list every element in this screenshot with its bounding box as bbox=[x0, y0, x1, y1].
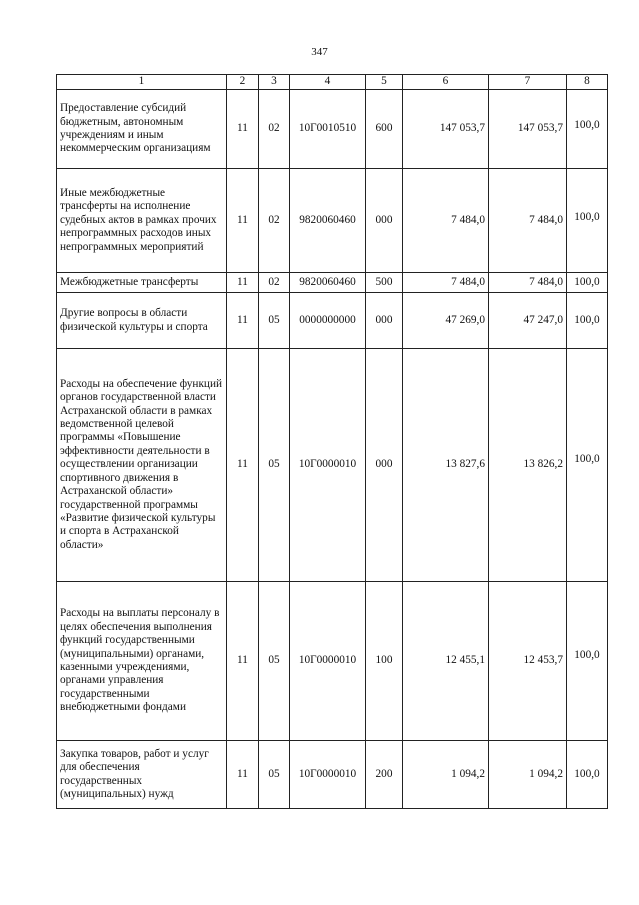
row-name: Расходы на выплаты персоналу в целях обеспечения выполнения функций государственными (муниципальными) органами, казенными учреждениями, органами управления государственными внебюджетными фондами bbox=[57, 582, 227, 741]
row-name: Иные межбюджетные трансферты на исполнение судебных актов в рамках прочих непрограммных расходов иных непрограммных мероприятий bbox=[57, 169, 227, 273]
target-article-code: 9820060460 bbox=[290, 273, 366, 293]
header-col-4: 4 bbox=[290, 75, 366, 90]
executed-amount: 147 053,7 bbox=[489, 90, 567, 169]
header-col-3: 3 bbox=[259, 75, 290, 90]
executed-amount: 47 247,0 bbox=[489, 293, 567, 349]
table-row bbox=[57, 293, 608, 349]
section-code: 11 bbox=[227, 273, 259, 293]
execution-percent: 100,0 bbox=[567, 582, 608, 741]
execution-percent: 100,0 bbox=[567, 169, 608, 273]
subsection-code: 05 bbox=[259, 349, 290, 582]
table-row bbox=[57, 349, 608, 582]
subsection-code: 02 bbox=[259, 273, 290, 293]
row-name: Предоставление субсидий бюджетным, автономным учреждениям и иным некоммерческим организациям bbox=[57, 90, 227, 169]
planned-amount: 147 053,7 bbox=[403, 90, 489, 169]
subsection-code: 05 bbox=[259, 741, 290, 809]
section-code: 11 bbox=[227, 582, 259, 741]
table-row bbox=[57, 90, 608, 169]
target-article-code: 10Г0000010 bbox=[290, 582, 366, 741]
header-col-2: 2 bbox=[227, 75, 259, 90]
subsection-code: 05 bbox=[259, 293, 290, 349]
execution-percent: 100,0 bbox=[567, 293, 608, 349]
executed-amount: 7 484,0 bbox=[489, 169, 567, 273]
table-row bbox=[57, 741, 608, 809]
row-name: Другие вопросы в области физической культуры и спорта bbox=[57, 293, 227, 349]
table-row bbox=[57, 582, 608, 741]
expense-type-code: 200 bbox=[366, 741, 403, 809]
section-code: 11 bbox=[227, 349, 259, 582]
header-col-5: 5 bbox=[366, 75, 403, 90]
target-article-code: 10Г0010510 bbox=[290, 90, 366, 169]
execution-percent: 100,0 bbox=[567, 90, 608, 169]
expense-type-code: 000 bbox=[366, 349, 403, 582]
header-col-1: 1 bbox=[57, 75, 227, 90]
planned-amount: 1 094,2 bbox=[403, 741, 489, 809]
header-col-7: 7 bbox=[489, 75, 567, 90]
planned-amount: 7 484,0 bbox=[403, 169, 489, 273]
table-row bbox=[57, 169, 608, 273]
subsection-code: 02 bbox=[259, 169, 290, 273]
executed-amount: 12 453,7 bbox=[489, 582, 567, 741]
planned-amount: 7 484,0 bbox=[403, 273, 489, 293]
planned-amount: 13 827,6 bbox=[403, 349, 489, 582]
header-col-8: 8 bbox=[567, 75, 608, 90]
subsection-code: 02 bbox=[259, 90, 290, 169]
execution-percent: 100,0 bbox=[567, 273, 608, 293]
page-number: 347 bbox=[311, 46, 328, 58]
row-name: Закупка товаров, работ и услуг для обеспечения государственных (муниципальных) нужд bbox=[57, 741, 227, 809]
expense-type-code: 600 bbox=[366, 90, 403, 169]
executed-amount: 13 826,2 bbox=[489, 349, 567, 582]
target-article-code: 10Г0000010 bbox=[290, 349, 366, 582]
expense-type-code: 000 bbox=[366, 293, 403, 349]
executed-amount: 7 484,0 bbox=[489, 273, 567, 293]
target-article-code: 10Г0000010 bbox=[290, 741, 366, 809]
target-article-code: 9820060460 bbox=[290, 169, 366, 273]
subsection-code: 05 bbox=[259, 582, 290, 741]
section-code: 11 bbox=[227, 169, 259, 273]
section-code: 11 bbox=[227, 90, 259, 169]
budget-table bbox=[56, 74, 608, 809]
section-code: 11 bbox=[227, 293, 259, 349]
section-code: 11 bbox=[227, 741, 259, 809]
expense-type-code: 500 bbox=[366, 273, 403, 293]
header-row bbox=[57, 75, 608, 90]
planned-amount: 47 269,0 bbox=[403, 293, 489, 349]
expense-type-code: 000 bbox=[366, 169, 403, 273]
row-name: Расходы на обеспечение функций органов государственной власти Астраханской области в рамках ведомственной целевой программы «Повышение эффективности деятельности в осуществлении организации спортивного движения в Астраханской области» государственной программы «Развитие физической культуры и спорта в Астраханской области» bbox=[57, 349, 227, 582]
header-col-6: 6 bbox=[403, 75, 489, 90]
executed-amount: 1 094,2 bbox=[489, 741, 567, 809]
row-name: Межбюджетные трансферты bbox=[57, 273, 227, 293]
target-article-code: 0000000000 bbox=[290, 293, 366, 349]
execution-percent: 100,0 bbox=[567, 349, 608, 582]
execution-percent: 100,0 bbox=[567, 741, 608, 809]
planned-amount: 12 455,1 bbox=[403, 582, 489, 741]
expense-type-code: 100 bbox=[366, 582, 403, 741]
table-row bbox=[57, 273, 608, 293]
